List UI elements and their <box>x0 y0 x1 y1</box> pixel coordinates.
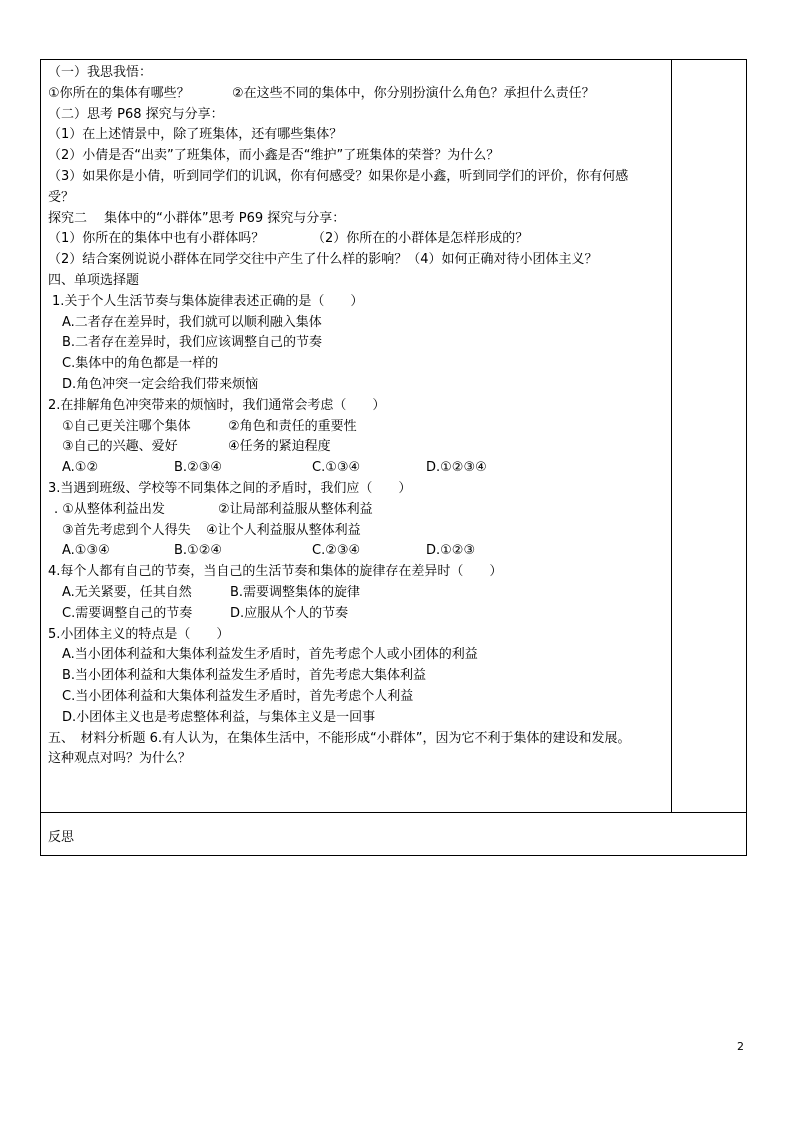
text-segment: 1.关于个人生活节奏与集体旋律表述正确的是（ ） <box>52 293 364 309</box>
text-line <box>48 625 672 646</box>
text-segment: D.角色冲突一定会给我们带来烦恼 <box>62 376 259 392</box>
text-line <box>48 708 672 729</box>
text-line <box>48 437 672 458</box>
text-segment: B.二者存在差异时，我们应该调整自己的节奏 <box>62 335 323 351</box>
text-segment: （1）在上述情景中，除了班集体，还有哪些集体？ <box>48 127 343 143</box>
text-line <box>48 396 672 417</box>
text-segment: ①自己更关注哪个集体 <box>62 418 191 434</box>
text-segment: D.小团体主义也是考虑整体利益，与集体主义是一回事 <box>62 709 376 725</box>
text-segment: ②让局部利益服从整体利益 <box>218 501 373 517</box>
text-segment: ③自己的兴趣、爱好 <box>62 439 178 455</box>
worksheet-table <box>40 59 747 856</box>
text-line <box>48 583 672 604</box>
text-segment: 2.在排解角色冲突带来的烦恼时，我们通常会考虑（ ） <box>48 397 386 413</box>
text-segment: （2）你所在的小群体是怎样形成的？ <box>312 231 529 247</box>
text-line <box>48 271 672 292</box>
page-number: 2 <box>737 1040 744 1053</box>
text-segment: （2）结合案例说说小群体在同学交往中产生了什么样的影响？（4）如何正确对待小团体主义？ <box>48 252 598 268</box>
row-divider <box>41 812 746 813</box>
text-line <box>48 458 672 479</box>
text-line <box>48 666 672 687</box>
text-segment: （3）如果你是小倩，听到同学们的讥讽，你有何感受？如果你是小鑫，听到同学们的评价，你有何感 <box>48 168 629 184</box>
text-segment: A.二者存在差异时，我们就可以顺利融入集体 <box>62 314 322 330</box>
text-segment: ④任务的紧迫程度 <box>228 439 331 455</box>
text-line <box>48 125 672 146</box>
text-line <box>48 333 672 354</box>
text-segment: 3.当遇到班级、学校等不同集体之间的矛盾时，我们应（ ） <box>48 480 412 496</box>
text-line <box>48 521 672 542</box>
text-segment: A.当小团体利益和大集体利益发生矛盾时，首先考虑个人或小团体的利益 <box>62 647 478 663</box>
text-segment: B.当小团体利益和大集体利益发生矛盾时，首先考虑大集体利益 <box>62 668 427 684</box>
text-segment: （1）你所在的集体中也有小群体吗？ <box>48 231 265 247</box>
text-line <box>48 105 672 126</box>
text-segment: 5.小团体主义的特点是（ ） <box>48 626 230 642</box>
text-line <box>48 229 672 250</box>
text-segment: （二）思考 P68 探究与分享： <box>48 106 224 122</box>
text-segment: C.②③④ <box>312 543 361 559</box>
text-segment: ③首先考虑到个人得失 <box>62 522 191 538</box>
text-line <box>48 749 672 770</box>
text-segment: （2）小倩是否“出卖”了班集体，而小鑫是否“维护”了班集体的荣誉？为什么？ <box>48 148 500 164</box>
text-line <box>48 729 672 750</box>
text-segment: C.集体中的角色都是一样的 <box>62 356 219 372</box>
text-line <box>48 209 672 230</box>
text-line <box>48 417 672 438</box>
text-line <box>48 479 672 500</box>
text-segment: ②角色和责任的重要性 <box>228 418 357 434</box>
text-line <box>48 250 672 271</box>
text-line <box>48 354 672 375</box>
text-line <box>48 645 672 666</box>
text-segment: . ①从整体利益出发 <box>54 501 165 517</box>
worksheet-content <box>48 63 672 770</box>
text-line <box>48 687 672 708</box>
text-line <box>48 146 672 167</box>
text-segment: B.②③④ <box>174 460 223 476</box>
text-segment: A.①③④ <box>62 543 110 559</box>
text-segment: 五、 材料分析题 6.有人认为，在集体生活中，不能形成“小群体”，因为它不利于集体的建设和发展。 <box>48 730 631 746</box>
text-line <box>48 541 672 562</box>
text-line <box>48 604 672 625</box>
text-line <box>48 188 672 209</box>
text-segment: （一）我思我悟： <box>48 65 153 80</box>
reflection-label: 反思 <box>48 830 75 845</box>
text-segment: D.①②③④ <box>426 460 487 476</box>
text-line <box>48 292 672 313</box>
text-segment: A.无关紧要，任其自然 <box>62 584 192 600</box>
text-segment: 受？ <box>48 189 75 205</box>
text-segment: ②在这些不同的集体中，你分别扮演什么角色？承担什么责任？ <box>232 85 595 101</box>
text-line <box>48 167 672 188</box>
text-segment: D.应服从个人的节奏 <box>230 605 349 621</box>
text-line <box>48 500 672 521</box>
text-segment: 四、单项选择题 <box>48 272 140 288</box>
text-line <box>48 375 672 396</box>
text-segment: B.①②④ <box>174 543 223 559</box>
text-segment: D.①②③ <box>426 543 476 559</box>
text-segment: 这种观点对吗？为什么？ <box>48 751 192 767</box>
text-segment: 探究二 集体中的“小群体”思考 P69 探究与分享： <box>48 210 346 226</box>
text-segment: B.需要调整集体的旋律 <box>230 584 361 600</box>
text-segment: A.①② <box>62 460 99 476</box>
text-line <box>48 84 672 105</box>
text-line <box>48 313 672 334</box>
text-segment: ①你所在的集体有哪些？ <box>48 85 190 101</box>
text-segment: C.当小团体利益和大集体利益发生矛盾时，首先考虑个人利益 <box>62 688 414 704</box>
text-segment: C.①③④ <box>312 460 361 476</box>
text-segment: 4.每个人都有自己的节奏，当自己的生活节奏和集体的旋律存在差异时（ ） <box>48 564 503 580</box>
text-segment: C.需要调整自己的节奏 <box>62 605 193 621</box>
text-line <box>48 562 672 583</box>
text-line <box>48 63 672 84</box>
text-segment: ④让个人利益服从整体利益 <box>206 522 361 538</box>
